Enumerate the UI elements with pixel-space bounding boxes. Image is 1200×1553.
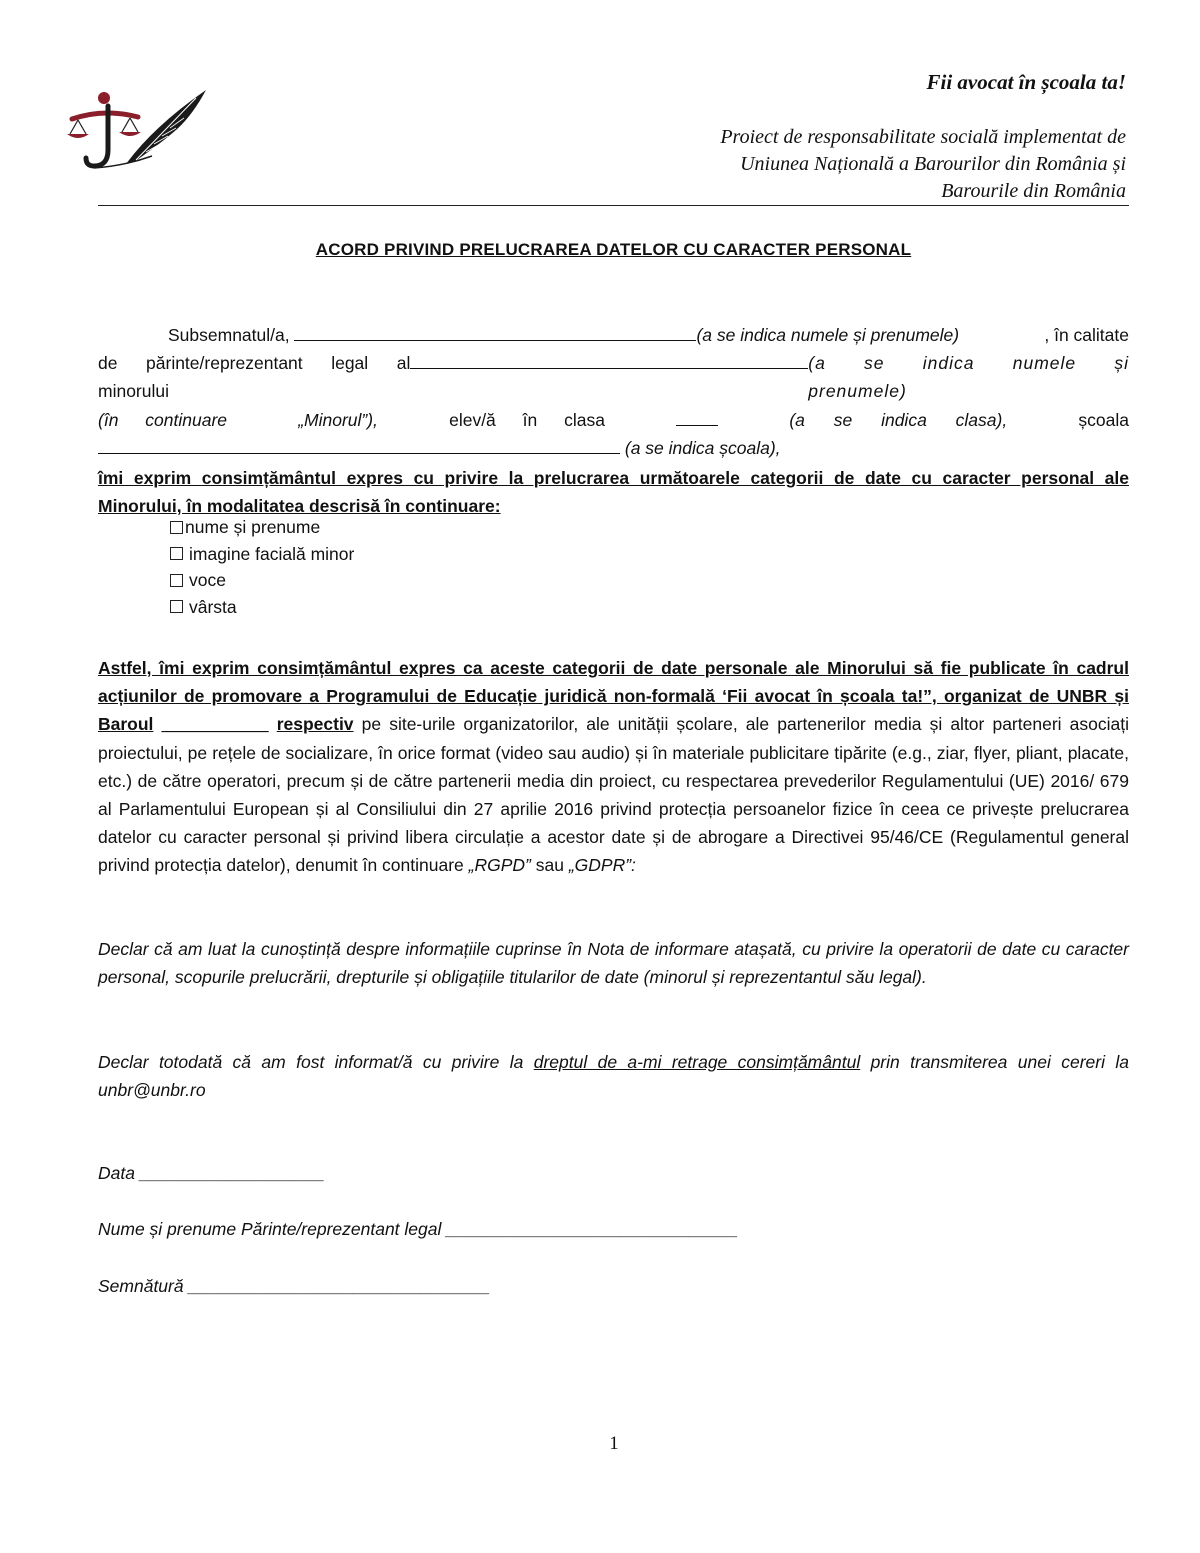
justice-scales-quill-logo [64, 86, 214, 172]
checkbox[interactable] [170, 574, 183, 587]
data-categories-checklist [170, 514, 354, 620]
project-line: Proiect de responsabilitate socială implementat de [720, 126, 1126, 148]
school-field[interactable] [98, 435, 620, 454]
elev-label: elev/ă în clasa [449, 409, 605, 430]
baroul-blank[interactable]: ___________ [161, 714, 269, 735]
declaration-info-note: Declar că am luat la cunoștință despre informațiile cuprinse în Nota de informare atașată, cu privire la operatorii de date cu caracter personal, scopurile prelucrării, drepturile și obligațiile titularilor de date (minorul și reprezentantul său legal). [98, 939, 1129, 988]
checklist-item[interactable] [170, 514, 354, 541]
document-title: ACORD PRIVIND PRELUCRAREA DATELOR CU CARACTER PERSONAL [315, 240, 912, 259]
project-line: Uniunea Națională a Barourilor din România și [740, 153, 1126, 175]
page-number: 1 [609, 1433, 619, 1454]
declaration2-after: prin transmiterea unei cereri la unbr@unbr.ro [98, 1052, 1129, 1101]
subsemnatul-label: Subsemnatul/a, [168, 325, 290, 345]
checklist-label: vârsta [189, 596, 237, 617]
hint-scoala: (a se indica școala), [624, 437, 781, 458]
hint-nume: (a se indica numele și prenumele) [696, 325, 960, 345]
in-continuare: (în continuare [98, 409, 228, 430]
minorul-label: „Minorul”), [298, 409, 378, 430]
parent-name-field[interactable] [294, 322, 696, 341]
consent-heading: îmi exprim consimțământul expres cu privire la prelucrarea următoarele categorii de date cu caracter personal ale Minorului, în modalitatea descrisă în continuare: [98, 468, 1129, 517]
intro-line-4 [98, 434, 1129, 462]
publish-paragraph [98, 654, 1129, 880]
publish-bold: Astfel, îmi exprim consimțământul expres ca aceste categorii de date personale ale Minorului să fie publicate în cadrul acțiunilor de promovare a Programului de Educație juridică non-formală ‘Fii avocat în școala ta!”, organizat de UNBR și Baroul [98, 658, 1129, 735]
checklist-label: nume și prenume [185, 517, 321, 537]
project-description [566, 124, 1126, 205]
declaration-withdraw-right [98, 1048, 1129, 1104]
checklist-label: voce [189, 570, 226, 590]
class-field[interactable] [676, 407, 718, 426]
intro-line-2 [98, 349, 1129, 405]
respectiv-label: respectiv [276, 714, 354, 735]
checkbox[interactable] [170, 600, 183, 613]
checklist-item[interactable] [170, 594, 354, 621]
hint-nume-minor: (a se indica numele și prenumele) [808, 353, 1129, 402]
date-field[interactable]: Data ___________________ [98, 1163, 325, 1183]
rgpd-label: „RGPD” [468, 855, 531, 876]
signature-field[interactable]: Semnătură _______________________________ [98, 1276, 491, 1296]
checkbox[interactable] [170, 521, 183, 534]
sau-label: sau [535, 855, 564, 876]
project-line: Barourile din România [941, 180, 1126, 202]
scoala-label: școala [1078, 409, 1129, 430]
withdraw-consent-link[interactable]: dreptul de a-mi retrage consimțământul [533, 1052, 861, 1072]
intro-paragraph [98, 321, 1129, 462]
checkbox[interactable] [170, 547, 183, 560]
checklist-label: imagine facială minor [189, 543, 355, 564]
declaration2-before: Declar totodată că am fost informat/ă cu privire la [98, 1052, 524, 1072]
intro-line-1 [98, 321, 1129, 349]
minor-name-field[interactable] [410, 350, 808, 369]
in-calitate: , în calitate [1044, 325, 1129, 345]
intro-line-3 [98, 406, 1129, 434]
checklist-item[interactable] [170, 567, 354, 594]
motto: Fii avocat în școala ta! [926, 70, 1126, 94]
header-divider [98, 205, 1129, 206]
hint-clasa: (a se indica clasa), [789, 409, 1008, 430]
checklist-item[interactable] [170, 541, 354, 568]
parent-name-signature-field[interactable]: Nume și prenume Părinte/reprezentant legal ______________________________ [98, 1219, 739, 1239]
gdpr-label: „GDPR”: [568, 855, 636, 876]
de-parinte-label: de părinte/reprezentant legal al minorului [98, 353, 411, 402]
publish-rest: pe site-urile organizatorilor, ale unității școlare, ale partenerilor media și altor parteneri asociați proiectului, pe rețele de socializare, în orice format (video sau audio) și în materiale publicitare tipărite (e.g., ziar, flyer, pliant, placate, etc.) de către operatori, precum și de către partenerii media din proiect, cu respectarea prevederilor Regulamentului (UE) 2016/ 679 al Parlamentului European și al Consiliului din 27 aprilie 2016 privind protecția persoanelor fizice în ceea ce privește prelucrarea datelor cu caracter personal și privind libera circulație a acestor date și de abrogare a Directivei 95/46/CE (Regulamentul general privind protecția datelor), denumit în continuare [98, 714, 1129, 876]
